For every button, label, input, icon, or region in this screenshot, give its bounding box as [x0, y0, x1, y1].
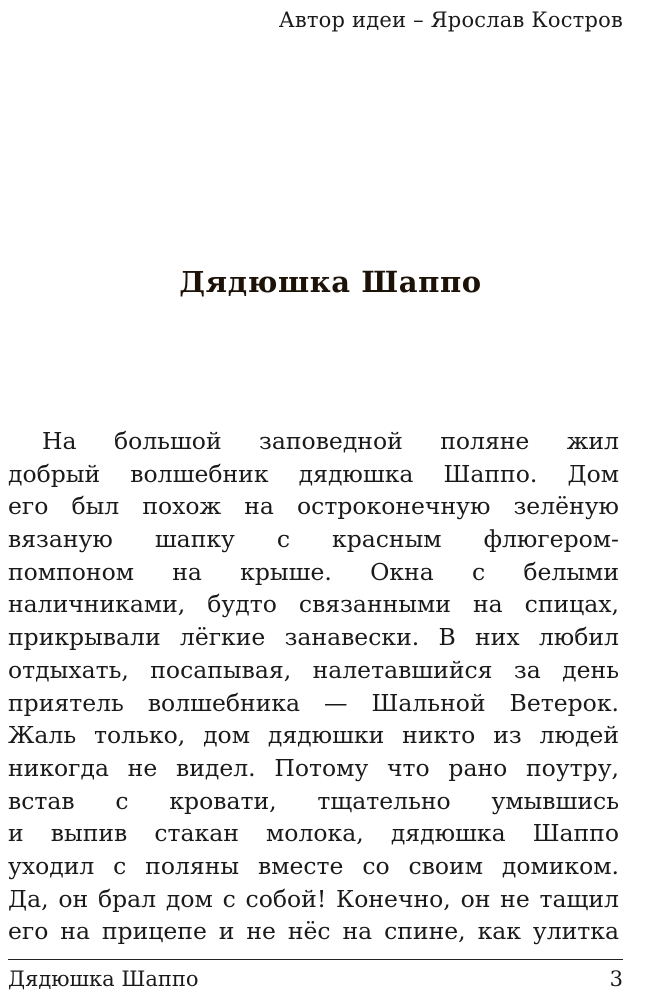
- page-number: 3: [609, 967, 623, 991]
- text-line: наличниками, будто связанными на спицах,: [8, 590, 619, 619]
- text-line: и выпив стакан молока, дядюшка Шаппо: [8, 819, 619, 848]
- text-line: приятель волшебника — Шальной Ветерок.: [8, 688, 619, 717]
- text-line: На большой заповедной поляне жил: [42, 427, 619, 455]
- text-line: уходил с поляны вместе со своим домиком.: [8, 851, 619, 880]
- footer-divider: [8, 959, 623, 960]
- text-line: вязаную шапку с красным флюгером-: [8, 525, 619, 554]
- text-line: встав с кровати, тщательно умывшись: [8, 786, 619, 815]
- footer-title: Дядюшка Шаппо: [8, 967, 199, 991]
- text-line: никогда не видел. Потому что рано поутру,: [8, 753, 619, 782]
- text-line: добрый волшебник дядюшка Шаппо. Дом: [8, 459, 619, 488]
- text-line: отдыхать, посапывая, налетавшийся за день: [8, 655, 619, 684]
- text-line: его на прицепе и не нёс на спине, как улитка: [8, 917, 619, 946]
- text-line: Жаль только, дом дядюшки никто из людей: [8, 721, 619, 750]
- text-line: прикрывали лёгкие занавески. В них любил: [8, 623, 619, 652]
- running-header: Автор идеи – Ярослав Костров: [278, 8, 623, 32]
- body-paragraph: [8, 425, 619, 948]
- text-line: помпоном на крыше. Окна с белыми: [8, 557, 619, 586]
- text-line: его был похож на остроконечную зелёную: [8, 492, 619, 521]
- chapter-title: Дядюшка Шаппо: [179, 265, 482, 299]
- text-line: Да, он брал дом с собой! Конечно, он не тащил: [8, 884, 619, 913]
